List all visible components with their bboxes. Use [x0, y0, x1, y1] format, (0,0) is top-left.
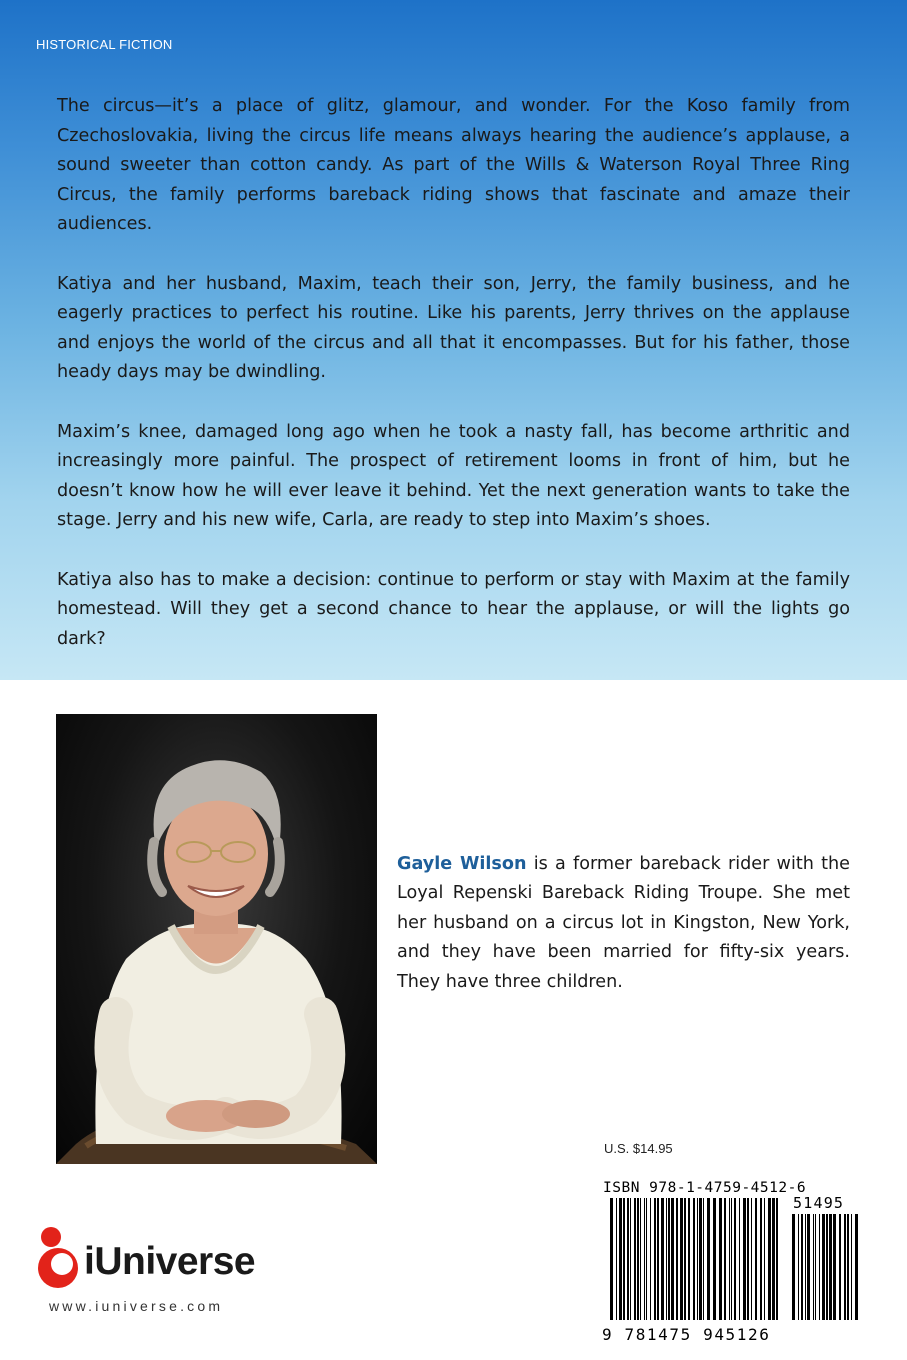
barcode-bar	[644, 1198, 645, 1320]
barcode-bar	[650, 1198, 651, 1320]
barcode-bar	[815, 1214, 816, 1320]
isbn-barcode	[596, 1170, 864, 1346]
barcode-bar	[822, 1214, 825, 1320]
barcode-bar	[776, 1198, 778, 1320]
barcode-bar	[855, 1214, 858, 1320]
back-cover-blurb	[57, 92, 850, 684]
barcode-bar	[768, 1198, 771, 1320]
blurb-paragraph: Katiya and her husband, Maxim, teach their son, Jerry, the family business, and he eagerly practices to perfect his routine. Like his parents, Jerry thrives on the applause and enjoys the world of the circus and all that it encompasses. But for his father, those heady days may be dwindling.	[57, 273, 850, 383]
price-code-text: 51495	[793, 1194, 845, 1212]
blurb-paragraph: Katiya also has to make a decision: continue to perform or stay with Maxim at the family homestead. Will they get a second chance to hear the applause, or will the lights go dark?	[57, 569, 850, 649]
barcode-bar	[739, 1198, 740, 1320]
genre-label: HISTORICAL FICTION	[36, 37, 173, 52]
barcode-bar	[661, 1198, 664, 1320]
barcode-bar	[734, 1198, 736, 1320]
barcode-bar	[798, 1214, 799, 1320]
barcode-bar	[634, 1198, 636, 1320]
barcode-bar	[627, 1198, 629, 1320]
barcode-bar	[688, 1198, 690, 1320]
barcode-bar	[630, 1198, 631, 1320]
barcode-bar	[713, 1198, 716, 1320]
barcode-bar	[833, 1214, 836, 1320]
barcode-bar	[654, 1198, 656, 1320]
author-photo	[56, 714, 377, 1164]
barcode-bar	[760, 1198, 762, 1320]
barcode-bar	[826, 1214, 828, 1320]
author-name: Gayle Wilson	[397, 854, 527, 874]
barcode-bar	[666, 1198, 667, 1320]
barcode-bar	[743, 1198, 746, 1320]
barcode-bar	[755, 1198, 757, 1320]
barcode-bar	[646, 1198, 647, 1320]
isbn-text: ISBN 978-1-4759-4512-6	[603, 1180, 807, 1196]
barcode-bar	[699, 1198, 702, 1320]
barcode-bar	[680, 1198, 683, 1320]
author-portrait-illustration	[56, 714, 377, 1164]
logo-dot-icon	[41, 1227, 61, 1247]
barcode-bar	[616, 1198, 617, 1320]
barcode-bar	[707, 1198, 710, 1320]
barcode-bar	[847, 1214, 849, 1320]
barcode-bar	[637, 1198, 639, 1320]
author-bio	[397, 850, 850, 997]
barcode-bar	[724, 1198, 726, 1320]
barcode-bar	[671, 1198, 674, 1320]
barcode-bar	[819, 1214, 820, 1320]
barcode-bar	[813, 1214, 814, 1320]
barcode-bar	[640, 1198, 641, 1320]
barcode-bar	[764, 1198, 765, 1320]
author-bio-text: is a former bareback rider with the Loyal Repenski Bareback Riding Troupe. She met her husband on a circus lot in Kingston, New York, and they have been married for fifty-six years. They have three children.	[397, 854, 850, 992]
barcode-bar	[619, 1198, 622, 1320]
barcode-bar	[851, 1214, 852, 1320]
blurb-paragraph: Maxim’s knee, damaged long ago when he took a nasty fall, has become arthritic and increasingly more painful. The prospect of retirement looms in front of him, but he doesn’t know how he will ever leave it behind. Yet the next generation wants to take the stage. Jerry and his new wife, Carla, are ready to step into Maxim’s shoes.	[57, 421, 850, 531]
barcode-bar	[684, 1198, 686, 1320]
price-label: U.S. $14.95	[604, 1141, 673, 1156]
barcode-bar	[703, 1198, 704, 1320]
barcode-bar	[839, 1214, 841, 1320]
barcode-bar	[693, 1198, 695, 1320]
barcode-bar	[807, 1214, 810, 1320]
barcode-bar	[668, 1198, 670, 1320]
barcode-bar	[829, 1214, 832, 1320]
blurb-paragraph: The circus—it’s a place of glitz, glamour, and wonder. For the Koso family from Czechoslovakia, living the circus life means always hearing the audience’s applause, a sound sweeter than cotton candy. As part of the Wills & Waterson Royal Three Ring Circus, the family performs bareback riding shows that fascinate and amaze their audiences.	[57, 96, 850, 235]
barcode-bar	[676, 1198, 678, 1320]
barcode-bar	[747, 1198, 749, 1320]
barcode-bar	[805, 1214, 806, 1320]
barcode-bar	[792, 1214, 795, 1320]
price-addon-bars	[792, 1214, 858, 1320]
barcode-bar	[729, 1198, 730, 1320]
publisher-name: iUniverse	[84, 1240, 256, 1283]
barcode-bar	[719, 1198, 722, 1320]
barcode-bar	[844, 1214, 846, 1320]
barcode-bar	[772, 1198, 775, 1320]
barcode-bar	[801, 1214, 803, 1320]
ean-digits-text: 9 781475 945126	[602, 1325, 771, 1344]
barcode-bar	[751, 1198, 752, 1320]
barcode-bar	[697, 1198, 698, 1320]
barcode-bar	[623, 1198, 625, 1320]
barcode-bar	[610, 1198, 613, 1320]
barcode-bar	[657, 1198, 659, 1320]
publisher-website: www.iuniverse.com	[49, 1298, 224, 1314]
barcode-bar	[731, 1198, 732, 1320]
